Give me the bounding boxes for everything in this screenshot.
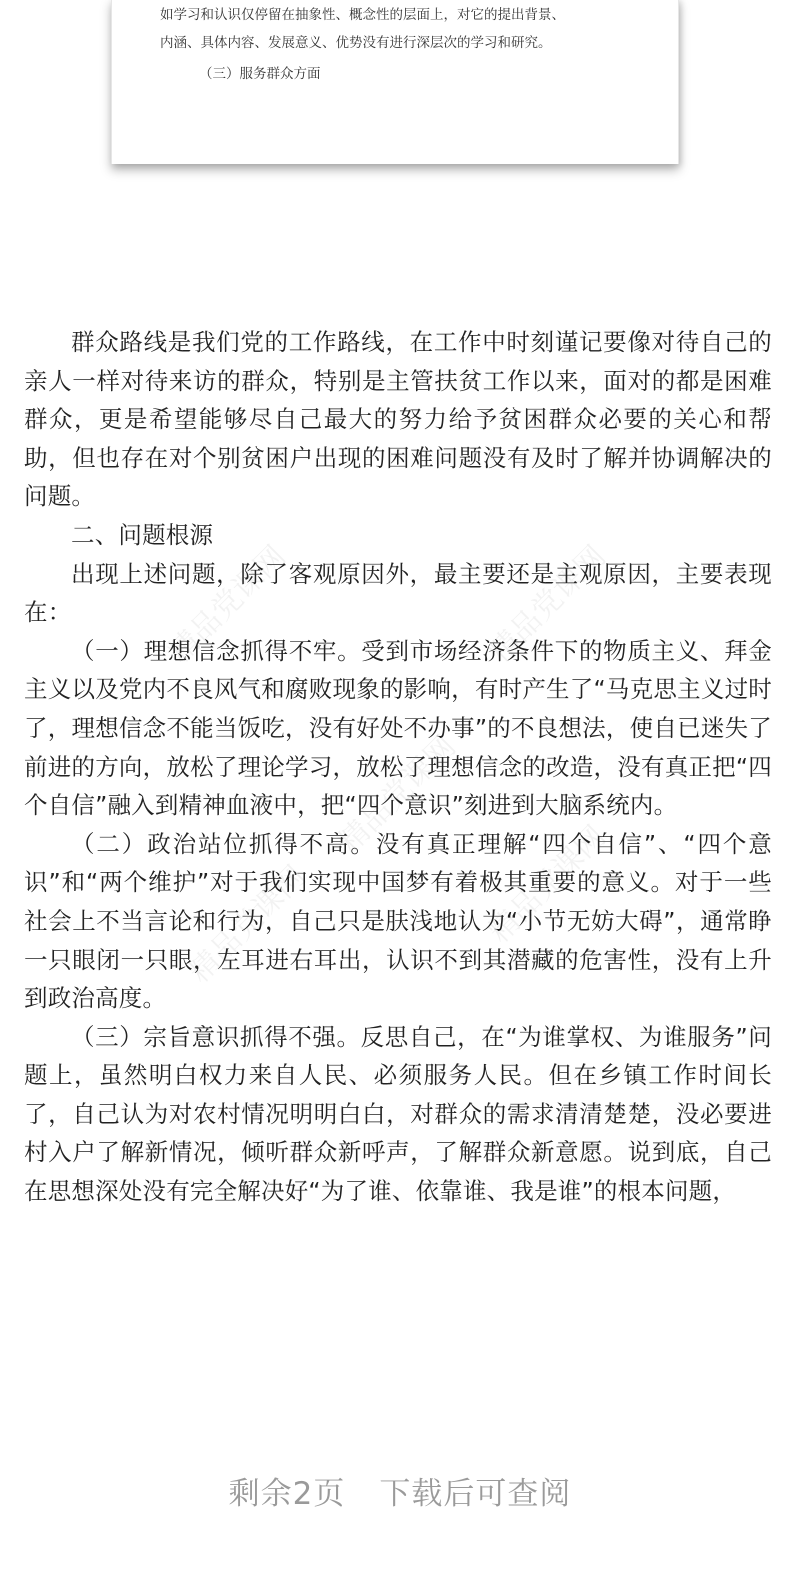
section-heading: 二、问题根源 — [71, 520, 214, 549]
body-paragraph: （三）宗旨意识抓得不强。反思自己，在“为谁掌权、为谁服务”问题上，虽然明白权力来自人民、必须服务人民。但在乡镇工作时间长了，自己认为对农村情况明明白白，对群众的需求清清楚楚，没必要进村入户了解新情况，倾听群众新呼声，了解群众新意愿。说到底，自己在思想深处没有完全解决好“为了谁、依靠谁、我是谁”的根本问题， — [24, 1022, 772, 1206]
document-preview-card — [111, 0, 679, 164]
document-body — [24, 323, 772, 1211]
download-to-view-label: 下载后可查阅 — [379, 1476, 572, 1512]
remaining-pages-label: 剩余2页 — [228, 1476, 346, 1512]
watermark: 精品党课网 — [162, 539, 293, 670]
preview-text-line: 内涵、具体内容、发展意义、优势没有进行深层次的学习和研究。 — [160, 35, 552, 51]
watermark: 精品党课网 — [482, 539, 613, 670]
body-paragraph: （二）政治站位抓得不高。没有真正理解“四个自信”、“四个意识”和“两个维护”对于我们实现中国梦有着极其重要的意义。对于一些社会上不当言论和行为，自己只是肤浅地认为“小节无妨大碍”，通常睁一只眼闭一只眼，左耳进右耳出，认识不到其潜藏的危害性，没有上升到政治高度。 — [24, 829, 772, 1013]
body-paragraph: （一）理想信念抓得不牢。受到市场经济条件下的物质主义、拜金主义以及党内不良风气和腐败现象的影响，有时产生了“马克思主义过时了，理想信念不能当饭吃，没有好处不办事”的不良想法，使自已迷失了前进的方向，放松了理论学习，放松了理想信念的改造，没有真正把“四个自信”融入到精神血液中，把“四个意识”刻进到大脑系统内。 — [24, 636, 772, 820]
preview-section-heading: （三）服务群众方面 — [199, 66, 321, 82]
preview-text-line: 如学习和认识仅停留在抽象性、概念性的层面上，对它的提出背景、 — [160, 7, 565, 23]
watermark: 精品党课网 — [482, 819, 613, 950]
body-paragraph: 出现上述问题，除了客观原因外，最主要还是主观原因，主要表现在： — [24, 559, 772, 627]
watermark: 精品党课网 — [182, 859, 313, 990]
body-paragraph: 群众路线是我们党的工作路线，在工作中时刻谨记要像对待自己的亲人一样对待来访的群众，特别是主管扶贫工作以来，面对的都是困难群众，更是希望能够尽自己最大的努力给予贫困群众必要的关心和帮助，但也存在对个别贫困户出现的困难问题没有及时了解并协调解决的问题。 — [24, 328, 772, 511]
download-prompt[interactable] — [0, 1468, 800, 1513]
watermark: 精品党课网 — [332, 729, 463, 860]
